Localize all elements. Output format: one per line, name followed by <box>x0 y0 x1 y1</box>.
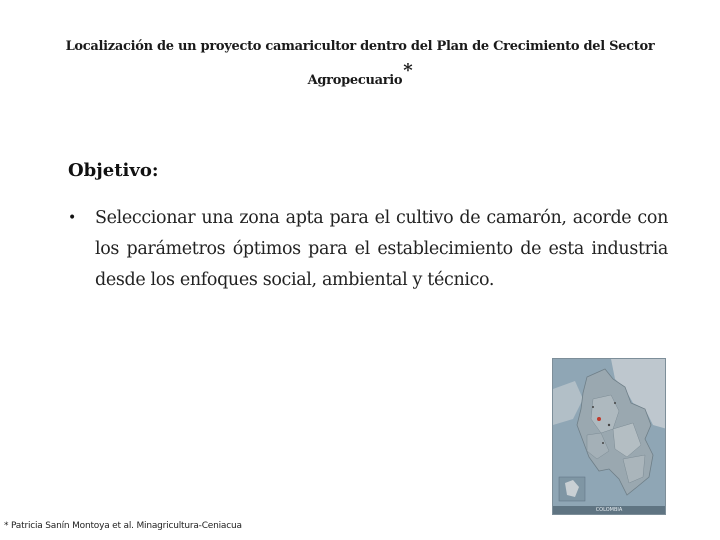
map-caption: COLOMBIA <box>553 506 665 514</box>
objective-bullet <box>68 203 668 296</box>
footnote <box>4 521 242 531</box>
slide-title <box>60 30 660 98</box>
bullet-icon: • <box>68 210 77 226</box>
map-marker-icon <box>597 417 601 421</box>
title-line-2-text: Agropecuario <box>307 73 403 88</box>
colombia-map-image <box>552 358 666 515</box>
title-footnote-marker: * <box>403 60 413 81</box>
footnote-text: Patricia Sanín Montoya et al. Minagricultura-Ceniacua <box>10 521 242 531</box>
objective-text: Seleccionar una zona apta para el cultivo de camarón, acorde con los parámetros óptimos para el establecimiento de esta industria desde los enfoques social, ambiental y técnico. <box>95 208 668 290</box>
colombia-map-icon <box>553 359 666 508</box>
footnote-marker: * <box>4 521 9 531</box>
title-line-2 <box>60 60 660 98</box>
objective-heading: Objetivo: <box>68 160 159 181</box>
title-line-1: Localización de un proyecto camaricultor dentro del Plan de Crecimiento del Sector <box>65 39 655 54</box>
